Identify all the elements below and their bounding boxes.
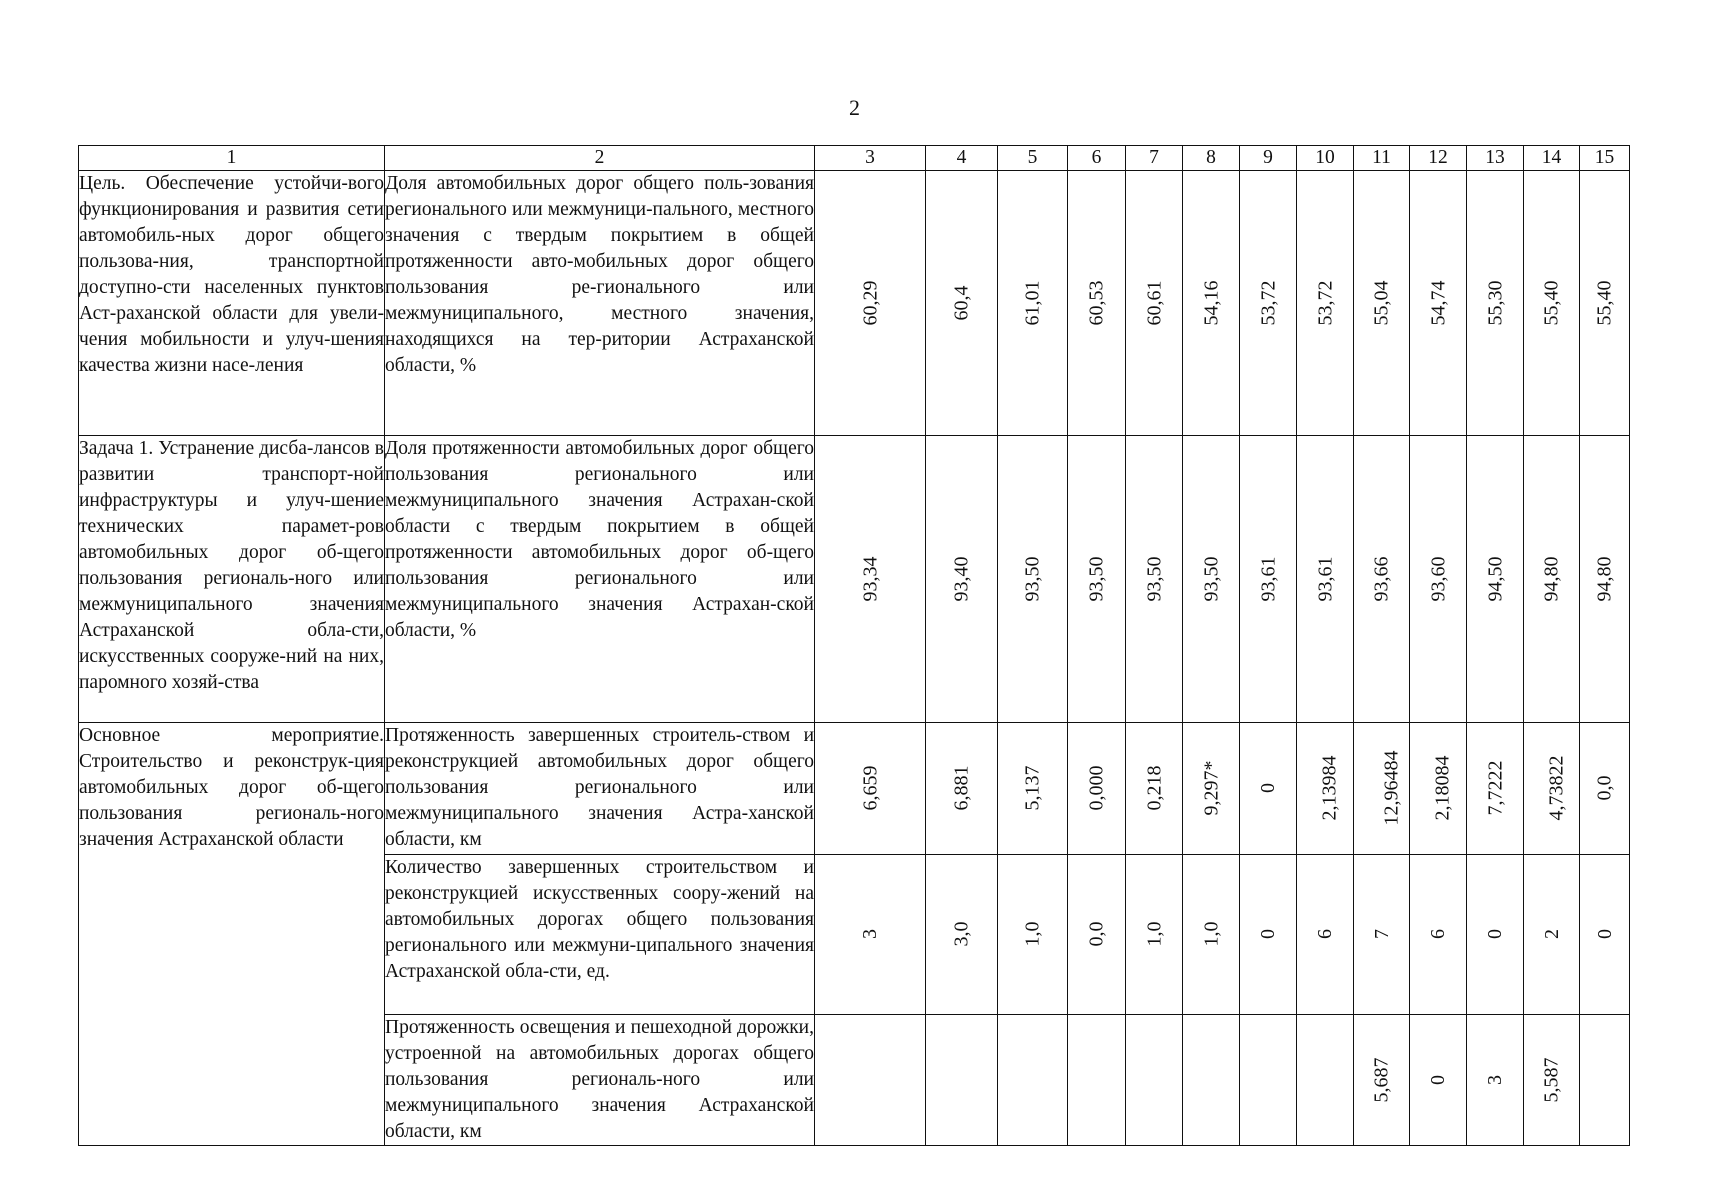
value-text: 6,659 <box>859 765 881 811</box>
value-cell <box>926 1015 998 1146</box>
value-cell <box>1410 723 1467 855</box>
header-cell: 11 <box>1354 146 1410 171</box>
value-cell <box>1580 723 1630 855</box>
value-cell <box>998 855 1068 1015</box>
header-cell: 6 <box>1068 146 1126 171</box>
value-cell <box>998 436 1068 723</box>
value-cell <box>1467 1015 1524 1146</box>
table-row <box>79 723 1630 855</box>
value-cell <box>998 1015 1068 1146</box>
indicators-table <box>78 145 1630 1146</box>
value-text: 5,687 <box>1370 1057 1393 1102</box>
value-text: 2 <box>1540 929 1563 939</box>
value-cell <box>1524 436 1580 723</box>
header-cell: 7 <box>1126 146 1183 171</box>
value-text: 55,40 <box>1540 280 1563 325</box>
value-cell <box>1068 171 1126 436</box>
indicator-cell: Доля автомобильных дорог общего поль-зования регионального или межмуници-пального, местного значения с твердым покрытием в общей протяженности авто-мобильных дорог общего пользования ре-гионального или межмуниципального, местного значения, находящихся на тер-ритории Астраханской области, % <box>385 171 815 436</box>
value-cell <box>1240 723 1297 855</box>
value-text: 93,50 <box>1200 556 1222 601</box>
value-cell <box>1524 723 1580 855</box>
value-cell <box>1183 436 1240 723</box>
value-text: 93,50 <box>1021 556 1044 601</box>
value-cell <box>1240 436 1297 723</box>
header-cell: 8 <box>1183 146 1240 171</box>
value-cell <box>1126 436 1183 723</box>
value-text: 93,61 <box>1257 556 1279 601</box>
value-cell <box>1467 436 1524 723</box>
value-cell <box>815 436 926 723</box>
value-cell <box>1354 1015 1410 1146</box>
value-cell <box>1410 436 1467 723</box>
table-row <box>79 436 1630 723</box>
value-cell <box>1354 171 1410 436</box>
value-cell <box>1240 855 1297 1015</box>
value-text: 93,61 <box>1314 556 1336 601</box>
value-text: 55,04 <box>1370 280 1393 325</box>
value-text: 53,72 <box>1314 280 1336 325</box>
value-cell <box>1524 171 1580 436</box>
task-cell: Задача 1. Устранение дисба-лансов в развитии транспорт-ной инфраструктуры и улуч-шение технических парамет-ров автомобильных дорог об-щего пользования региональ-ного или межмуниципального значения Астраханской обла-сти, искусственных сооруже-ний на них, паромного хозяй-ства <box>79 436 385 723</box>
value-text: 4,73822 <box>1545 755 1568 821</box>
value-cell <box>1467 855 1524 1015</box>
header-cell: 9 <box>1240 146 1297 171</box>
value-cell <box>1297 436 1354 723</box>
value-cell <box>1297 855 1354 1015</box>
value-cell <box>998 171 1068 436</box>
value-text: 5,587 <box>1540 1057 1563 1102</box>
value-text: 5,137 <box>1021 765 1044 811</box>
value-cell <box>1126 855 1183 1015</box>
value-text: 7,7222 <box>1484 760 1506 816</box>
value-cell <box>926 723 998 855</box>
value-cell <box>1183 855 1240 1015</box>
value-text: 2,18084 <box>1431 755 1454 821</box>
value-cell <box>1467 723 1524 855</box>
header-cell: 1 <box>79 146 385 171</box>
indicator-cell: Доля протяженности автомобильных дорог общего пользования регионального или межмуниципального значения Астрахан-ской области с твердым покрытием в общей протяженности автомобильных дорог об-щего пользования регионального или межмуниципального значения Астрахан-ской области, % <box>385 436 815 723</box>
value-text: 0,000 <box>1085 765 1108 811</box>
value-text: 93,66 <box>1370 556 1393 601</box>
value-cell <box>1068 723 1126 855</box>
value-text: 2,13984 <box>1318 755 1341 821</box>
value-text: 3 <box>1484 1074 1506 1085</box>
value-cell <box>1354 855 1410 1015</box>
value-text: 60,61 <box>1143 280 1165 325</box>
header-cell: 2 <box>385 146 815 171</box>
value-cell <box>1410 855 1467 1015</box>
header-cell: 15 <box>1580 146 1630 171</box>
value-text: 55,30 <box>1484 280 1506 325</box>
table-row <box>79 171 1630 436</box>
value-text: 60,53 <box>1085 280 1108 325</box>
value-text: 93,60 <box>1427 556 1449 601</box>
value-text: 0,0 <box>1593 775 1616 801</box>
value-text: 60,4 <box>950 285 973 320</box>
value-text: 12,96484 <box>1380 750 1403 826</box>
value-cell <box>1183 171 1240 436</box>
value-text: 1,0 <box>1143 921 1165 947</box>
header-row <box>79 146 1630 171</box>
goal-cell: Цель. Обеспечение устойчи-вого функционирования и развития сети автомобиль-ных дорог общего пользова-ния, транспортной доступно-сти населенных пунктов Аст-раханской области для увели-чения мобильности и улуч-шения качества жизни насе-ления <box>79 171 385 436</box>
value-text: 1,0 <box>1021 921 1044 947</box>
value-cell <box>815 171 926 436</box>
value-cell <box>1410 171 1467 436</box>
value-text: 93,50 <box>1143 556 1165 601</box>
table-body <box>79 171 1630 1146</box>
value-text: 9,297* <box>1200 760 1222 816</box>
value-cell <box>1580 855 1630 1015</box>
value-text: 6 <box>1427 929 1449 939</box>
value-text: 93,34 <box>859 556 881 601</box>
value-cell <box>1126 171 1183 436</box>
value-cell <box>1524 1015 1580 1146</box>
value-text: 0,0 <box>1085 921 1108 947</box>
value-text: 6,881 <box>950 765 973 811</box>
value-text: 0 <box>1593 929 1616 939</box>
value-text: 94,80 <box>1540 556 1563 601</box>
value-cell <box>1580 436 1630 723</box>
value-text: 0,218 <box>1143 765 1165 811</box>
value-cell <box>1068 855 1126 1015</box>
value-cell <box>926 436 998 723</box>
value-text: 1,0 <box>1200 921 1222 947</box>
value-cell <box>1183 1015 1240 1146</box>
value-text: 93,40 <box>950 556 973 601</box>
value-text: 55,40 <box>1593 280 1616 325</box>
indicator-cell: Протяженность завершенных строитель-ством и реконструкцией автомобильных дорог общего пользования регионального или межмуниципального значения Астра-ханской области, км <box>385 723 815 855</box>
value-cell <box>1126 723 1183 855</box>
value-text: 94,50 <box>1484 556 1506 601</box>
value-cell <box>1297 1015 1354 1146</box>
value-cell <box>1467 171 1524 436</box>
value-cell <box>1580 171 1630 436</box>
value-text: 61,01 <box>1021 280 1044 325</box>
value-text: 0 <box>1257 929 1279 939</box>
value-cell <box>1068 436 1126 723</box>
header-cell: 5 <box>998 146 1068 171</box>
value-cell <box>1410 1015 1467 1146</box>
value-cell <box>1126 1015 1183 1146</box>
value-cell <box>1297 723 1354 855</box>
value-text: 0 <box>1484 929 1506 939</box>
value-text: 54,16 <box>1200 280 1222 325</box>
header-cell: 13 <box>1467 146 1524 171</box>
value-cell <box>1354 436 1410 723</box>
value-cell <box>1354 723 1410 855</box>
value-cell <box>1068 1015 1126 1146</box>
value-cell <box>815 1015 926 1146</box>
value-text: 94,80 <box>1593 556 1616 601</box>
page-number: 2 <box>849 95 860 120</box>
value-text: 0 <box>1257 783 1279 793</box>
value-cell <box>1297 171 1354 436</box>
indicator-cell: Количество завершенных строительством и реконструкцией искусственных соору-жений на автомобильных дорогах общего пользования регионального или межмуни-ципального значения Астраханской обла-сти, ед. <box>385 855 815 1015</box>
header-cell: 12 <box>1410 146 1467 171</box>
header-cell: 3 <box>815 146 926 171</box>
value-cell <box>1524 855 1580 1015</box>
activity-cell: Основное мероприятие. Строительство и реконструк-ция автомобильных дорог об-щего пользования региональ-ного значения Астраханской области <box>79 723 385 1146</box>
value-text: 93,50 <box>1085 556 1108 601</box>
value-text: 6 <box>1314 929 1336 939</box>
value-cell <box>1183 723 1240 855</box>
value-cell <box>1580 1015 1630 1146</box>
value-text: 0 <box>1427 1074 1449 1085</box>
header-cell: 14 <box>1524 146 1580 171</box>
value-cell <box>1240 171 1297 436</box>
header-cell: 4 <box>926 146 998 171</box>
value-cell <box>815 855 926 1015</box>
value-text: 3,0 <box>950 921 973 947</box>
value-cell <box>1240 1015 1297 1146</box>
header-cell: 10 <box>1297 146 1354 171</box>
value-text: 3 <box>859 929 881 939</box>
value-text: 54,74 <box>1427 280 1449 325</box>
value-cell <box>926 855 998 1015</box>
value-cell <box>815 723 926 855</box>
value-text: 53,72 <box>1257 280 1279 325</box>
value-text: 7 <box>1370 929 1393 939</box>
value-cell <box>926 171 998 436</box>
indicator-cell: Протяженность освещения и пешеходной дорожки, устроенной на автомобильных дорогах общего пользования региональ-ного или межмуниципального значения Астраханской области, км <box>385 1015 815 1146</box>
value-text: 60,29 <box>859 280 881 325</box>
value-cell <box>998 723 1068 855</box>
